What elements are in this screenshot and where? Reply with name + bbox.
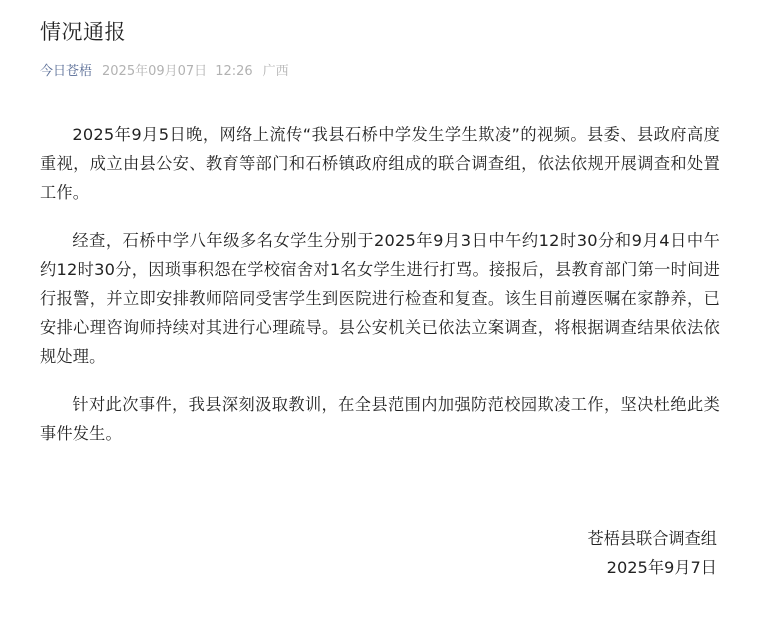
account-name-link[interactable]: 今日苍梧 — [40, 64, 93, 79]
paragraph-3: 针对此次事件，我县深刻汲取教训，在全县范围内加强防范校园欺凌工作，坚决杜绝此类事件发生。 — [40, 395, 720, 443]
signature-org: 苍梧县联合调查组 — [587, 529, 717, 548]
article-title: 情况通报 — [40, 20, 126, 44]
article-meta — [40, 63, 289, 81]
signature-date: 2025年9月7日 — [606, 558, 717, 577]
article-body — [40, 120, 720, 467]
publish-location: 广西 — [262, 64, 289, 79]
publish-time: 12:26 — [215, 64, 253, 79]
signature-block — [588, 524, 718, 582]
paragraph-1: 2025年9月5日晚，网络上流传“我县石桥中学发生学生欺凌”的视频。县委、县政府高度重视，成立由县公安、教育等部门和石桥镇政府组成的联合调查组，依法依规开展调查和处置工作。 — [40, 125, 720, 202]
paragraph-2: 经查，石桥中学八年级多名女学生分别于2025年9月3日中午约12时30分和9月4日中午约12时30分，因琐事积怨在学校宿舍对1名女学生进行打骂。接报后，县教育部门第一时间进行报警，并立即安排教师陪同受害学生到医院进行检查和复查。该生目前遵医嘱在家静养，已安排心理咨询师持续对其进行心理疏导。县公安机关已依法立案调查，将根据调查结果依法依规处理。 — [40, 231, 720, 366]
publish-date: 2025年09月07日 — [102, 64, 208, 79]
